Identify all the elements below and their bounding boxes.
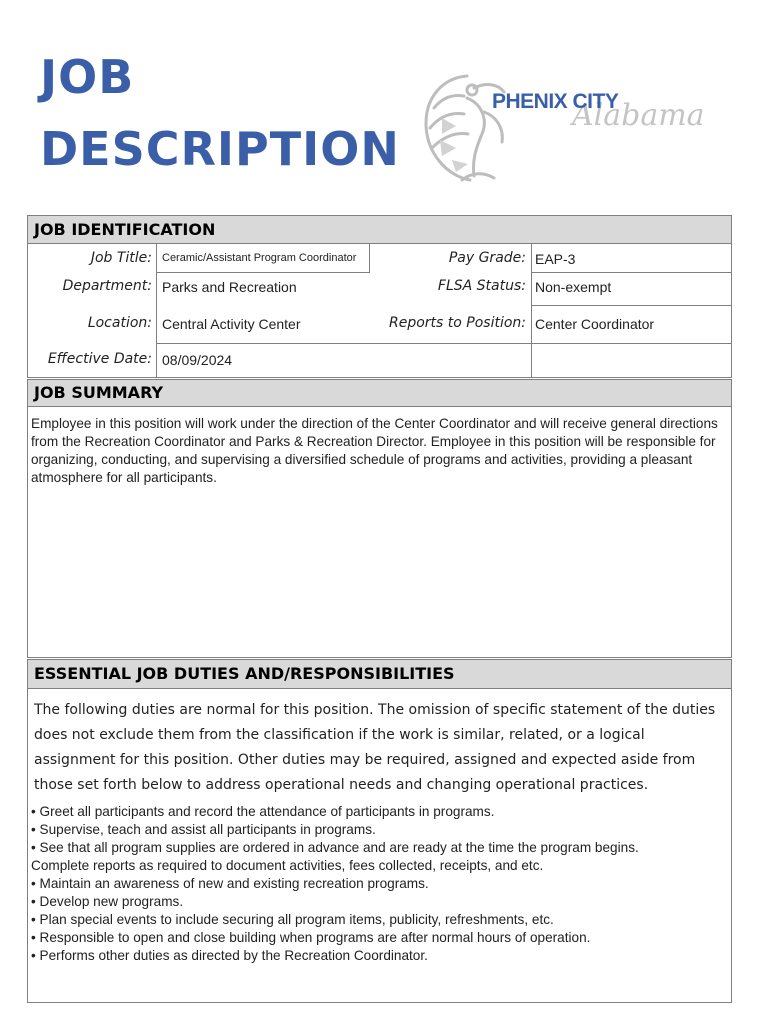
list-item: Complete reports as required to document activities, fees collected, receipts, and etc. (31, 858, 544, 873)
list-item: • Plan special events to include securing all program items, publicity, refreshments, etc. (31, 912, 554, 927)
reports-to-label: Reports to Position: (388, 315, 526, 331)
location-value: Central Activity Center (162, 316, 301, 332)
pay-grade-label: Pay Grade: (448, 250, 526, 266)
flsa-status-value: Non-exempt (535, 279, 612, 295)
list-item: • Responsible to open and close building when programs are after normal hours of operation. (31, 930, 591, 945)
location-label: Location: (87, 315, 152, 331)
department-value: Parks and Recreation (162, 279, 297, 295)
duties-intro-text: The following duties are normal for this position. The omission of specific statement of the duties does not exclude them from the classification if the work is similar, related, or a logical assignment for this position. Other duties may be required, assigned and expected aside from those set forth below to address operational needs and changing operational practices. (34, 702, 716, 793)
phoenix-emblem-icon (412, 68, 522, 188)
list-item: • See that all program supplies are ordered in advance and are ready at the time the program begins. (31, 840, 639, 855)
list-item: • Greet all participants and record the attendance of participants in programs. (31, 804, 495, 819)
duties-list (31, 803, 731, 965)
list-item: • Maintain an awareness of new and existing recreation programs. (31, 876, 429, 891)
job-identification-heading: JOB IDENTIFICATION (27, 215, 732, 244)
effective-date-label: Effective Date: (47, 351, 152, 367)
reports-to-value: Center Coordinator (535, 316, 655, 332)
flsa-status-label: FLSA Status: (437, 278, 526, 294)
essential-duties-heading: ESSENTIAL JOB DUTIES AND/RESPONSIBILITIES (27, 659, 732, 689)
city-logo (412, 68, 712, 188)
list-item: • Supervise, teach and assist all participants in programs. (31, 822, 376, 837)
pay-grade-value: EAP-3 (535, 251, 576, 267)
job-title-value: Ceramic/Assistant Program Coordinator (162, 252, 357, 264)
list-item: • Performs other duties as directed by the Recreation Coordinator. (31, 948, 428, 963)
list-item: • Develop new programs. (31, 894, 184, 909)
job-title-label: Job Title: (90, 250, 152, 266)
page-title-line-2: DESCRIPTION (40, 122, 400, 176)
logo-state-text: Alabama (572, 98, 705, 133)
logo-city-text: PHENIX CITY (492, 90, 619, 113)
job-summary-text: Employee in this position will work under the direction of the Center Coordinator and will receive general directions from the Recreation Coordinator and Parks & Recreation Director. Employee in this position will be responsible for organizing, conducting, and supervising a diversified schedule of programs and activities, providing a pleasant atmosphere for all participants. (31, 416, 718, 485)
page-title-line-1: JOB (40, 50, 135, 104)
job-summary-heading: JOB SUMMARY (27, 379, 732, 407)
department-label: Department: (62, 278, 152, 294)
effective-date-value: 08/09/2024 (162, 352, 233, 368)
